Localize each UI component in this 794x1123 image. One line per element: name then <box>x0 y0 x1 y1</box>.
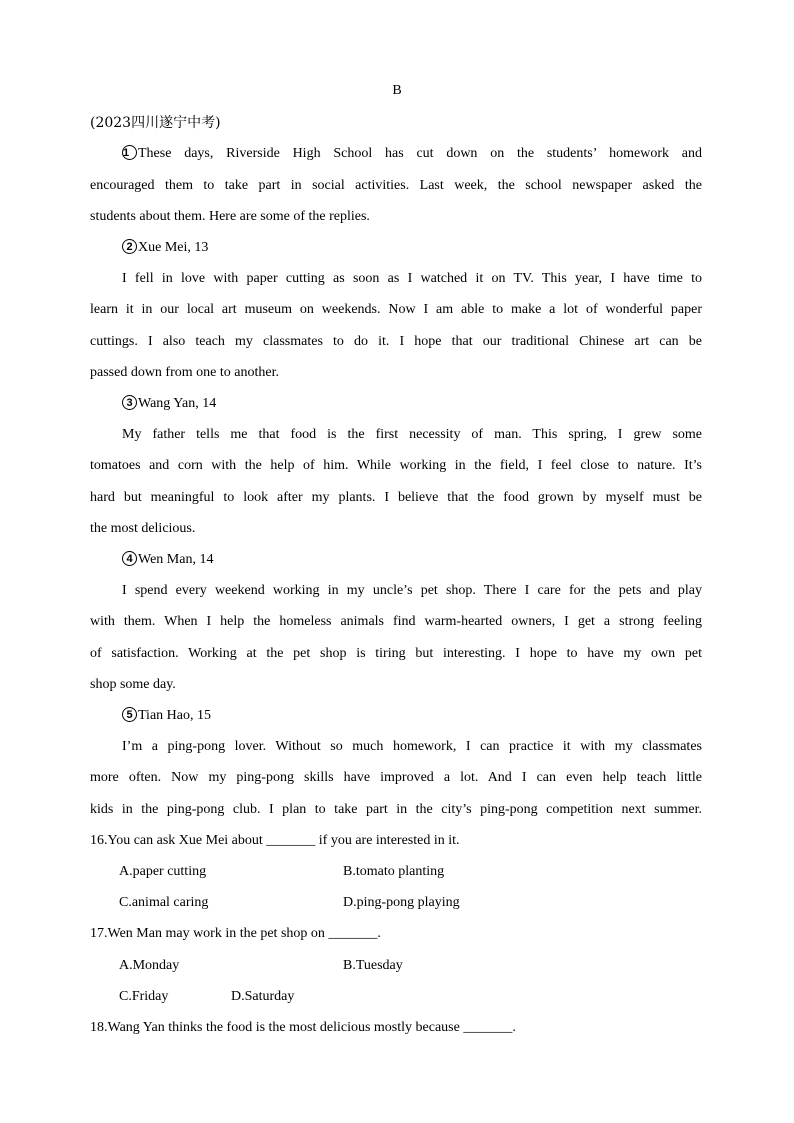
paragraph-number: 5 <box>122 707 137 722</box>
reply-author: 5 Tian Hao, 15 <box>122 706 702 726</box>
question-16-option-d[interactable]: D.ping-pong playing <box>343 895 460 910</box>
question-18-stem: 18.Wang Yan thinks the food is the most delicious mostly because _______. <box>90 1020 516 1035</box>
reply-author: 3 Wang Yan, 14 <box>122 394 702 414</box>
question-17-option-d[interactable]: D.Saturday <box>231 989 295 1004</box>
reply-line: the most delicious. <box>90 521 196 536</box>
question-17-option-c[interactable]: C.Friday <box>119 989 169 1004</box>
question-17-stem: 17.Wen Man may work in the pet shop on _______. <box>90 926 381 941</box>
reply-line: I’m a ping-pong lover. Without so much homework, I can practice it with my classmates <box>122 739 702 754</box>
reply-line: of satisfaction. Working at the pet shop is tiring but interesting. I hope to have my own pet <box>90 646 702 661</box>
reply-line: kids in the ping-pong club. I plan to take part in the city’s ping-pong competition next summer. <box>90 802 702 817</box>
reply-line: more often. Now my ping-pong skills have improved a lot. And I can even help teach little <box>90 770 702 785</box>
reply-line: learn it in our local art museum on weekends. Now I am able to make a lot of wonderful paper <box>90 302 702 317</box>
reply-line: I fell in love with paper cutting as soon as I watched it on TV. This year, I have time to <box>122 271 702 286</box>
paragraph-number: 1 <box>122 145 137 160</box>
question-16-option-c[interactable]: C.animal caring <box>119 895 209 910</box>
reply-line: I spend every weekend working in my uncle’s pet shop. There I care for the pets and play <box>122 583 702 598</box>
reply-line: hard but meaningful to look after my plants. I believe that the food grown by myself must be <box>90 490 702 505</box>
reply-line: tomatoes and corn with the help of him. While working in the field, I feel close to nature. It’s <box>90 458 702 473</box>
question-17-option-a[interactable]: A.Monday <box>119 958 180 973</box>
paragraph-number: 4 <box>122 551 137 566</box>
reply-author: 2 Xue Mei, 13 <box>122 238 702 258</box>
source-label: (2023四川遂宁中考) <box>90 115 221 131</box>
reply-line: My father tells me that food is the first necessity of man. This spring, I grew some <box>122 427 702 442</box>
intro-line-2: encouraged them to take part in social activities. Last week, the school newspaper asked the <box>90 178 702 193</box>
paragraph-number: 3 <box>122 395 137 410</box>
reply-line: cuttings. I also teach my classmates to do it. I hope that our traditional Chinese art can be <box>90 334 702 349</box>
intro-line-3: students about them. Here are some of the replies. <box>90 209 370 224</box>
question-16-stem: 16.You can ask Xue Mei about _______ if you are interested in it. <box>90 833 460 848</box>
question-16-option-a[interactable]: A.paper cutting <box>119 864 207 879</box>
reply-line: with them. When I help the homeless animals find warm-hearted owners, I get a strong feeling <box>90 614 702 629</box>
question-17-option-b[interactable]: B.Tuesday <box>343 958 403 973</box>
intro-line-1: 1 These days, Riverside High School has cut down on the students’ homework and <box>123 146 702 161</box>
question-16-option-b[interactable]: B.tomato planting <box>343 864 445 879</box>
section-title: B <box>392 83 402 98</box>
reply-author: 4 Wen Man, 14 <box>122 550 702 570</box>
reply-line: passed down from one to another. <box>90 365 279 380</box>
paragraph-number: 2 <box>122 239 137 254</box>
reply-line: shop some day. <box>90 677 176 692</box>
